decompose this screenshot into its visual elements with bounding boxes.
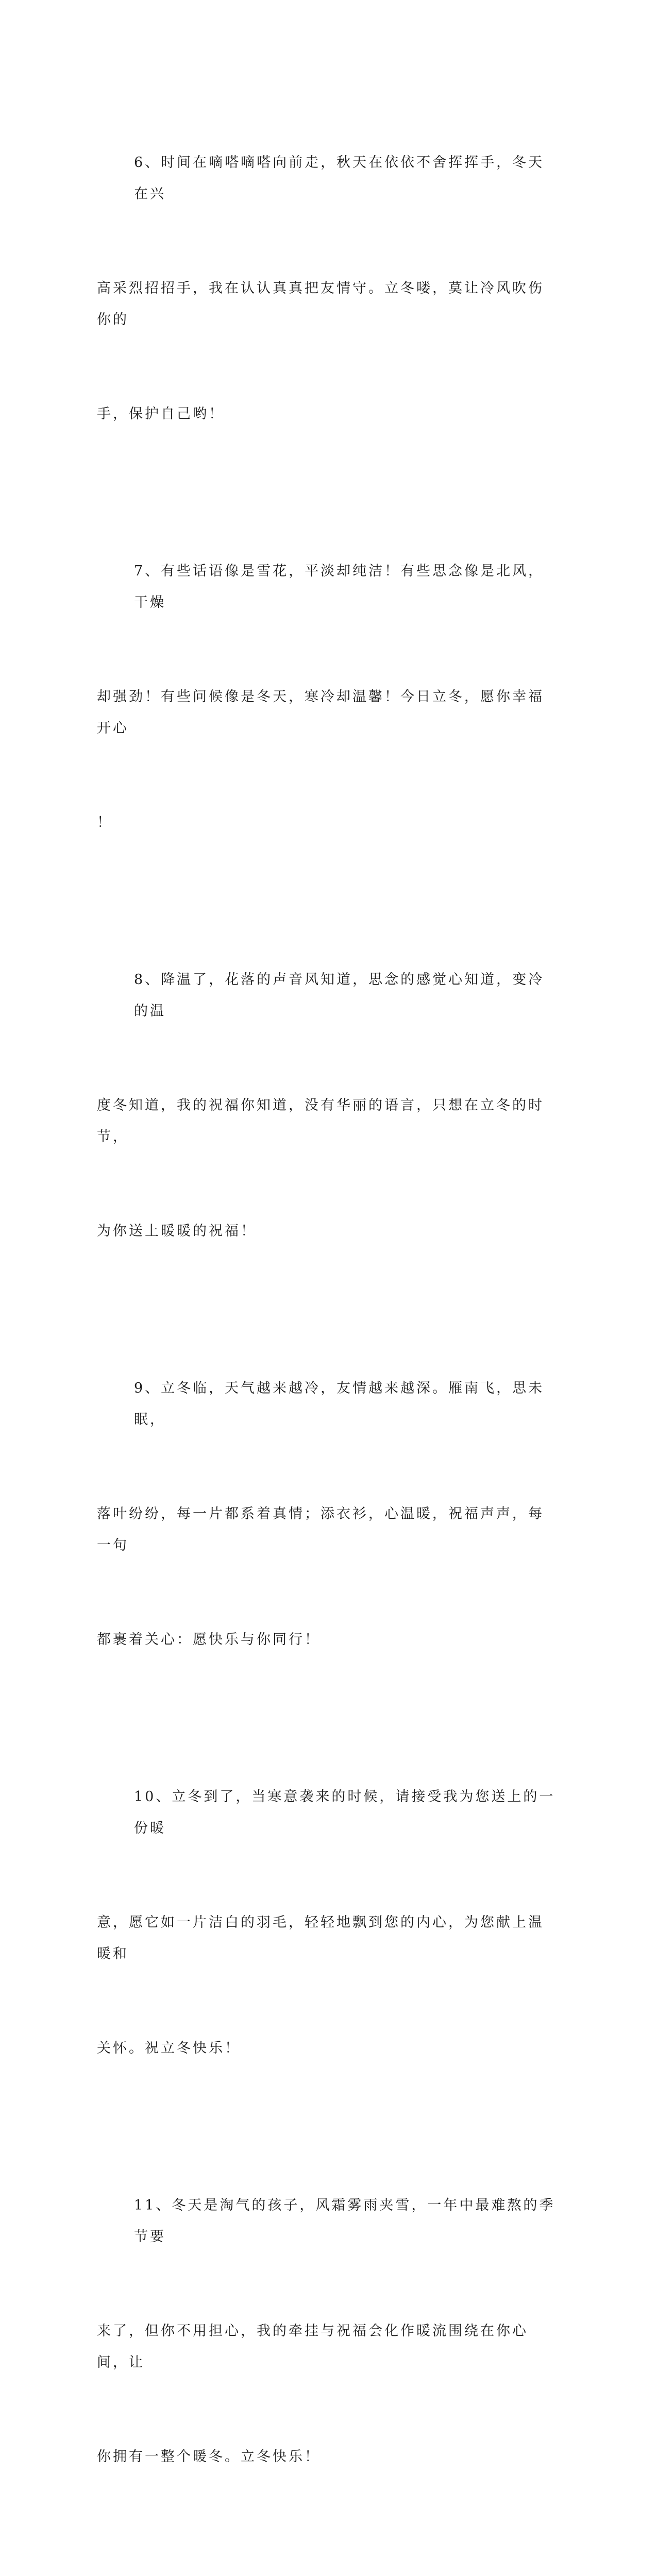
paragraph-line: 为你送上暖暖的祝福！ bbox=[97, 1223, 257, 1239]
paragraph-line: ！ bbox=[97, 815, 113, 831]
paragraph-11 bbox=[97, 2127, 555, 2535]
document-body bbox=[97, 84, 555, 2576]
paragraph-10 bbox=[97, 1718, 555, 2127]
paragraph-line: 度冬知道，我的祝福你知道，没有华丽的语言，只想在立冬的时节， bbox=[97, 1097, 544, 1145]
paragraph-7 bbox=[97, 493, 555, 901]
paragraph-line: 意，愿它如一片洁白的羽毛，轻轻地飘到您的内心，为您献上温暖和 bbox=[97, 1914, 544, 1962]
paragraph-line: 8、降温了，花落的声音风知道，思念的感觉心知道，变冷的温 bbox=[134, 972, 545, 1019]
paragraph-line: 都裹着关心：愿快乐与你同行！ bbox=[97, 1632, 321, 1648]
paragraph-line: 来了，但你不用担心，我的牵挂与祝福会化作暖流围绕在你心间，让 bbox=[97, 2323, 528, 2370]
paragraph-line: 却强劲！有些问候像是冬天，寒冷却温馨！今日立冬，愿你幸福开心 bbox=[97, 689, 544, 736]
paragraph-6 bbox=[97, 84, 555, 493]
paragraph-line: 11、冬天是淘气的孩子，风霜雾雨夹雪，一年中最难熬的季节要 bbox=[134, 2197, 555, 2245]
paragraph-line: 你拥有一整个暖冬。立冬快乐！ bbox=[97, 2449, 321, 2465]
paragraph-8 bbox=[97, 901, 555, 1310]
paragraph-line: 7、有些话语像是雪花，平淡却纯洁！有些思念像是北风，干燥 bbox=[134, 563, 545, 611]
paragraph-line: 高采烈招招手，我在认认真真把友情守。立冬喽，莫让冷风吹伤你的 bbox=[97, 280, 544, 328]
paragraph-line: 6、时间在嘀嗒嘀嗒向前走，秋天在依依不舍挥挥手，冬天在兴 bbox=[134, 155, 545, 202]
paragraph-line: 9、立冬临，天气越来越冷，友情越来越深。雁南飞，思未眠， bbox=[134, 1380, 545, 1428]
paragraph-line: 手，保护自己哟！ bbox=[97, 406, 225, 422]
paragraph-line: 10、立冬到了，当寒意袭来的时候，请接受我为您送上的一份暖 bbox=[134, 1789, 555, 1836]
paragraph-9 bbox=[97, 1310, 555, 1718]
paragraph-line: 落叶纷纷，每一片都系着真情；添衣衫，心温暖，祝福声声，每一句 bbox=[97, 1506, 544, 1553]
paragraph-line: 关怀。祝立冬快乐！ bbox=[97, 2040, 241, 2056]
paragraph-12 bbox=[97, 2535, 555, 2576]
